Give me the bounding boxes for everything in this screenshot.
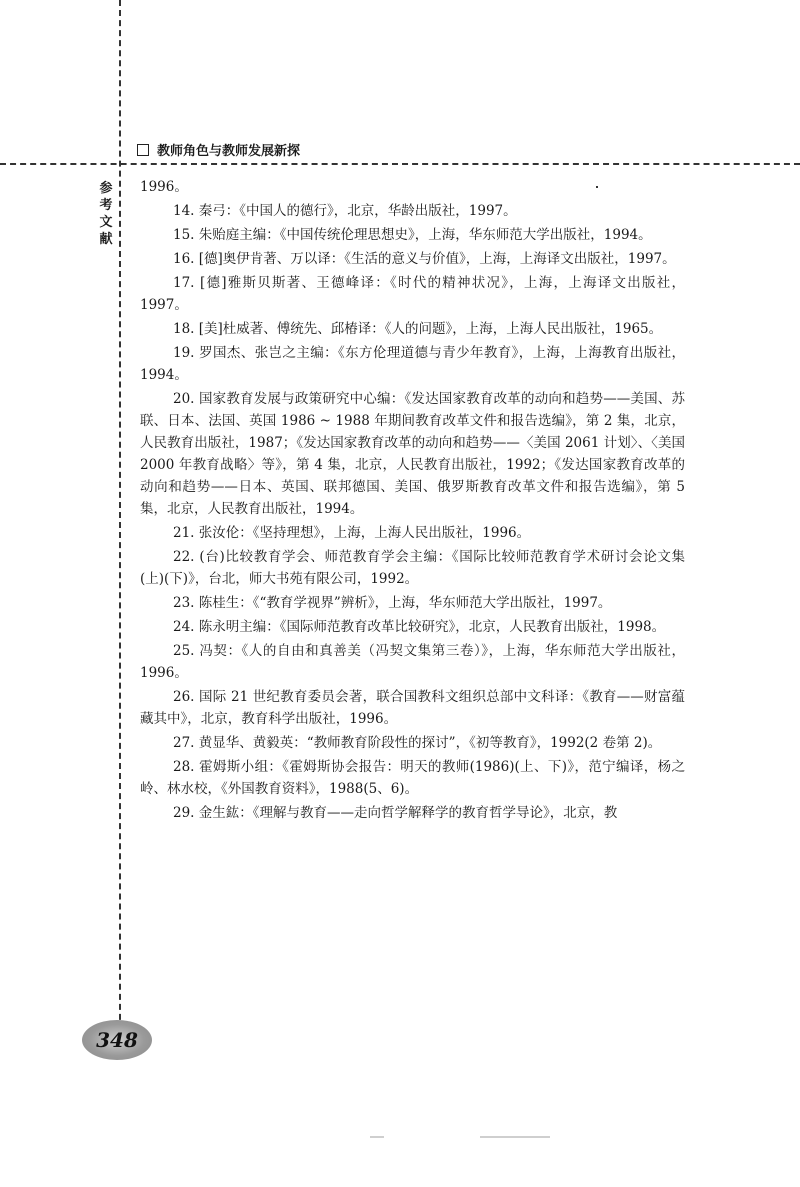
reference-item-27: 27. 黄显华、黄毅英：“教师教育阶段性的探讨”，《初等教育》，1992(2 卷第 2)。 bbox=[173, 735, 662, 751]
reference-item-15: 15. 朱贻庭主编：《中国传统伦理思想史》，上海，华东师范大学出版社，1994。 bbox=[173, 227, 652, 243]
section-side-label: 参考文献 bbox=[99, 181, 113, 247]
running-header bbox=[137, 140, 300, 159]
book-title: 教师角色与教师发展新探 bbox=[157, 144, 301, 159]
reference-item-25: 25. 冯契：《人的自由和真善美（冯契文集第三卷）》，上海，华东师范大学出版社，1996。 bbox=[140, 643, 685, 681]
page-number: 348 bbox=[96, 1028, 138, 1052]
reference-item-22: 22. (台)比较教育学会、师范教育学会主编：《国际比较师范教育学术研讨会论文集(上)(下)》，台北，师大书苑有限公司，1992。 bbox=[140, 549, 685, 587]
reference-item-16: 16. [德]奥伊肯著、万以译：《生活的意义与价值》，上海，上海译文出版社，1997。 bbox=[173, 251, 676, 267]
page-number-badge bbox=[82, 1020, 152, 1060]
reference-item-24: 24. 陈永明主编：《国际师范教育改革比较研究》，北京，人民教育出版社，1998。 bbox=[173, 619, 666, 635]
reference-item-29: 29. 金生鈜：《理解与教育——走向哲学解释学的教育哲学导论》，北京，教 bbox=[173, 805, 618, 821]
reference-list bbox=[140, 176, 685, 826]
reference-item-20: 20. 国家教育发展与政策研究中心编：《发达国家教育改革的动向和趋势——美国、苏联、日本、法国、英国 1986 ~ 1988 年期间教育改革文件和报告选编》，第 2 集，北京，人民教育出版社，1987；《发达国家教育改革的动向和趋势——〈美国 2061 计划〉、〈美国 2000 年教育战略〉等》，第 4 集，北京，人民教育出版社，1992；《发达国家教育改革的动向和趋势——日本、英国、联邦德国、美国、俄罗斯教育改革文件和报告选编》，第 5 集，北京，人民教育出版社，1994。 bbox=[140, 391, 685, 517]
reference-item-18: 18. [美]杜威著、傅统先、邱椿译：《人的问题》，上海，上海人民出版社，1965。 bbox=[173, 321, 663, 337]
reference-item-21: 21. 张汝伦：《坚持理想》，上海，上海人民出版社，1996。 bbox=[173, 525, 531, 541]
continued-reference-text: 1996。 bbox=[140, 179, 188, 195]
margin-dashed-vertical-line bbox=[119, 0, 121, 1040]
reference-item-28: 28. 霍姆斯小组：《霍姆斯协会报告：明天的教师(1986)(上、下)》，范宁编译，杨之岭、林水校，《外国教育资料》，1988(5、6)。 bbox=[140, 759, 685, 797]
reference-item-23: 23. 陈桂生：《“教育学视界”辨析》，上海，华东师范大学出版社，1997。 bbox=[173, 595, 612, 611]
reference-item-14: 14. 秦弓：《中国人的德行》，北京，华龄出版社，1997。 bbox=[173, 203, 517, 219]
scan-smudge bbox=[370, 1136, 384, 1138]
header-dashed-horizontal-line bbox=[0, 163, 800, 165]
reference-item-17: 17. [德]雅斯贝斯著、王德峰译：《时代的精神状况》，上海，上海译文出版社，1997。 bbox=[140, 275, 685, 313]
reference-item-19: 19. 罗国杰、张岂之主编：《东方伦理道德与青少年教育》，上海，上海教育出版社，1994。 bbox=[140, 345, 685, 383]
checkbox-square-icon bbox=[137, 144, 149, 156]
scan-smudge bbox=[480, 1136, 550, 1138]
reference-item-26: 26. 国际 21 世纪教育委员会著，联合国教科文组织总部中文科译：《教育——财富蕴藏其中》，北京，教育科学出版社，1996。 bbox=[140, 689, 685, 727]
